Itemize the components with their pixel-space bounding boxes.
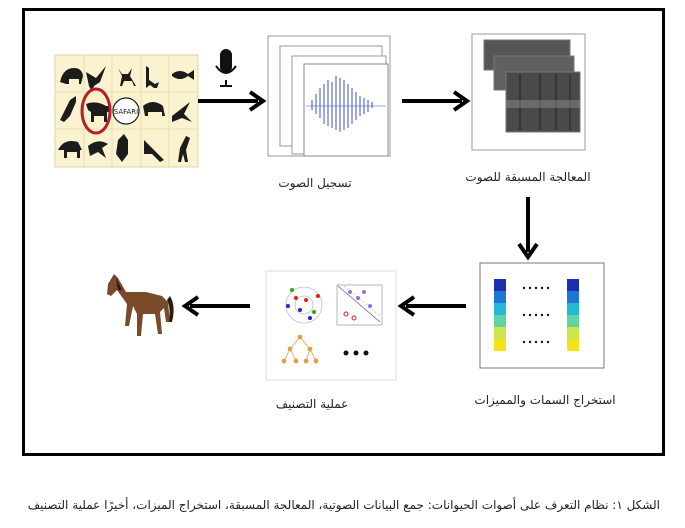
label-feature-extraction: استخراج السمات والمميزات: [474, 393, 616, 407]
arrow-to-preprocessing: [402, 92, 467, 110]
label-classification: عملية التصنيف: [275, 397, 349, 411]
safari-badge-text: SAFARI: [113, 108, 139, 116]
arrow-to-classification: [401, 297, 466, 315]
horse-icon: [107, 274, 174, 336]
microphone-icon: [216, 49, 236, 86]
label-recording: تسجيل الصوت: [278, 176, 352, 190]
waveform-image: [268, 36, 390, 156]
classification-image: [266, 271, 396, 380]
label-preprocessing: المعالجة المسبقة للصوت: [465, 170, 591, 184]
arrow-to-recording: [198, 92, 263, 110]
figure-caption: الشكل ١: نظام التعرف على أصوات الحيوانات: جمع البيانات الصوتية، المعالجة المسبقة، استخراج الميزات، أخيرًا عملية التصنيف: [27, 498, 660, 512]
feature-vectors-image: [480, 263, 604, 368]
arrow-to-result: [185, 297, 250, 315]
animal-grid-image: [55, 55, 198, 167]
spectrogram-image: [472, 34, 585, 150]
arrow-to-feature-extraction: [519, 197, 537, 257]
